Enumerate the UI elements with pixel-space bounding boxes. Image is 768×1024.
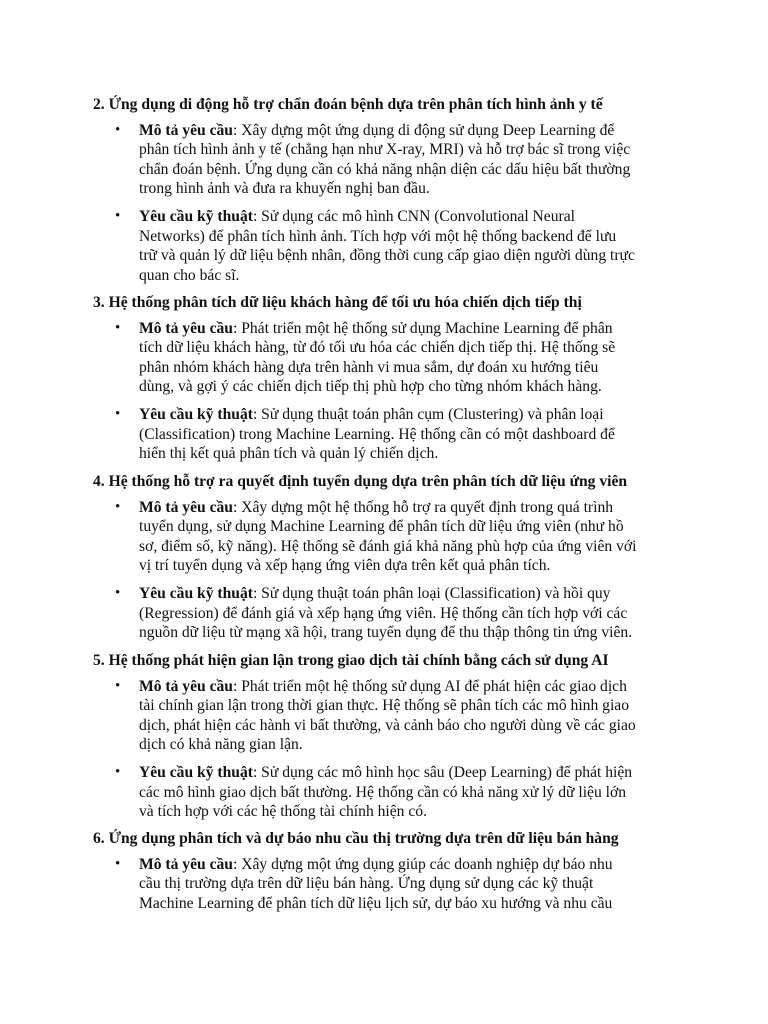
section-6 [0, 829, 768, 921]
list-item-description [115, 677, 679, 755]
item-lead: Mô tả yêu cầu [139, 319, 233, 337]
section-heading: 4. Hệ thống hỗ trợ ra quyết định tuyển dụng dựa trên phân tích dữ liệu ứng viên [93, 473, 628, 490]
item-text: : Xây dựng một ứng dụng di động sử dụng Deep Learning để [232, 121, 615, 139]
text-line: cầu thị trường dựa trên dữ liệu bán hàng. Ứng dụng sử dụng các kỹ thuật [139, 875, 594, 893]
first-line [139, 207, 679, 227]
section-2 [0, 95, 768, 293]
requirement-list [0, 121, 768, 286]
item-text: : Sử dụng thuật toán phân cụm (Clustering) và phân loại [252, 405, 604, 423]
bullet-icon: • [115, 121, 121, 138]
item-lead: Mô tả yêu cầu [139, 121, 233, 139]
text-line: quan cho bác sĩ. [139, 266, 240, 284]
requirement-list [0, 319, 768, 464]
item-lead: Yêu cầu kỹ thuật [139, 405, 253, 423]
bullet-icon: • [115, 405, 121, 422]
section-5 [0, 651, 768, 830]
text-line: (Classification) trong Machine Learning. Hệ thống cần có một dashboard để [139, 425, 615, 443]
list-item-technical [115, 207, 679, 285]
section-4 [0, 472, 768, 651]
text-line: hiển thị kết quả phân tích và quản lý chiến dịch. [139, 445, 439, 463]
bullet-icon: • [115, 677, 121, 694]
text-line: Networks) để phân tích hình ảnh. Tích hợp với một hệ thống backend để lưu [139, 227, 617, 245]
item-text: : Sử dụng các mô hình học sâu (Deep Learning) để phát hiện [252, 763, 633, 781]
text-line: và tích hợp với các hệ thống tài chính hiện có. [139, 803, 427, 821]
text-line: sơ, điểm số, kỹ năng). Hệ thống sẽ đánh giá khả năng phù hợp của ứng viên với [139, 537, 637, 555]
first-line [139, 584, 679, 604]
list-item-description [115, 121, 679, 199]
list-item-technical [115, 763, 679, 822]
text-line: phân tích hình ảnh y tế (chẳng hạn như X-ray, MRI) và hỗ trợ bác sĩ trong việc [139, 141, 631, 159]
text-line: tài chính gian lận trong thời gian thực. Hệ thống sẽ phân tích các mô hình giao [139, 697, 630, 715]
first-line [139, 121, 679, 141]
text-line: trữ và quản lý dữ liệu bệnh nhân, đồng thời cung cấp giao diện người dùng trực [139, 247, 635, 265]
text-line: nguồn dữ liệu từ mạng xã hội, trang tuyển dụng để thu thập thông tin ứng viên. [139, 624, 633, 642]
section-heading: 2. Ứng dụng di động hỗ trợ chẩn đoán bệnh dựa trên phân tích hình ảnh y tế [93, 96, 603, 113]
item-text: : Phát triển một hệ thống sử dụng AI để phát hiện các giao dịch [232, 677, 627, 695]
requirement-list [0, 498, 768, 643]
bullet-icon: • [115, 207, 121, 224]
item-lead: Mô tả yêu cầu [139, 677, 233, 695]
text-line: dịch có khả năng gian lận. [139, 736, 303, 754]
text-line: trong hình ảnh và đưa ra khuyến nghị ban đầu. [139, 180, 430, 198]
item-lead: Mô tả yêu cầu [139, 855, 233, 873]
item-text: : Phát triển một hệ thống sử dụng Machine Learning để phân [232, 319, 613, 337]
bullet-icon: • [115, 498, 121, 515]
list-item-technical [115, 405, 679, 464]
text-line: phân nhóm khách hàng dựa trên hành vi mua sắm, dự đoán xu hướng tiêu [139, 358, 599, 376]
first-line [139, 498, 679, 518]
text-line: tích dữ liệu khách hàng, từ đó tối ưu hóa các chiến dịch tiếp thị. Hệ thống sẽ [139, 339, 616, 357]
first-line [139, 763, 679, 783]
list-item-description [115, 855, 679, 914]
first-line [139, 405, 679, 425]
first-line [139, 319, 679, 339]
item-lead: Yêu cầu kỹ thuật [139, 584, 253, 602]
item-text: : Xây dựng một ứng dụng giúp các doanh nghiệp dự báo nhu [232, 855, 613, 873]
text-line: (Regression) để đánh giá và xếp hạng ứng viên. Hệ thống cần tích hợp với các [139, 604, 628, 622]
requirement-list [0, 855, 768, 914]
item-lead: Mô tả yêu cầu [139, 498, 233, 516]
section-heading: 5. Hệ thống phát hiện gian lận trong giao dịch tài chính bằng cách sử dụng AI [93, 652, 609, 669]
text-line: Machine Learning để phân tích dữ liệu lịch sử, dự báo xu hướng và nhu cầu [139, 894, 613, 912]
list-item-technical [115, 584, 679, 643]
item-text: : Xây dựng một hệ thống hỗ trợ ra quyết định trong quá trình [232, 498, 614, 516]
section-3 [0, 293, 768, 472]
item-lead: Yêu cầu kỹ thuật [139, 207, 253, 225]
bullet-icon: • [115, 319, 121, 336]
text-line: các mô hình giao dịch bất thường. Hệ thống cần có khả năng xử lý dữ liệu lớn [139, 783, 627, 801]
list-item-description [115, 498, 679, 576]
text-line: dùng, và gợi ý các chiến dịch tiếp thị phù hợp cho từng nhóm khách hàng. [139, 378, 602, 396]
first-line [139, 677, 679, 697]
bullet-icon: • [115, 584, 121, 601]
bullet-icon: • [115, 763, 121, 780]
item-lead: Yêu cầu kỹ thuật [139, 763, 253, 781]
text-line: dịch, phát hiện các hành vi bất thường, và cảnh báo cho người dùng về các giao [139, 716, 636, 734]
text-line: tuyển dụng, sử dụng Machine Learning để phân tích dữ liệu ứng viên (như hồ [139, 518, 624, 536]
text-line: vị trí tuyển dụng và xếp hạng ứng viên dựa trên kết quả phân tích. [139, 557, 551, 575]
item-text: : Sử dụng các mô hình CNN (Convolutional Neural [252, 207, 575, 225]
text-line: chẩn đoán bệnh. Ứng dụng cần có khả năng nhận diện các dấu hiệu bất thường [139, 160, 631, 178]
section-heading: 3. Hệ thống phân tích dữ liệu khách hàng để tối ưu hóa chiến dịch tiếp thị [93, 294, 582, 311]
item-text: : Sử dụng thuật toán phân loại (Classification) và hồi quy [252, 584, 611, 602]
list-item-description [115, 319, 679, 397]
section-heading: 6. Ứng dụng phân tích và dự báo nhu cầu thị trường dựa trên dữ liệu bán hàng [93, 830, 619, 847]
first-line [139, 855, 679, 875]
bullet-icon: • [115, 855, 121, 872]
requirement-list [0, 677, 768, 822]
